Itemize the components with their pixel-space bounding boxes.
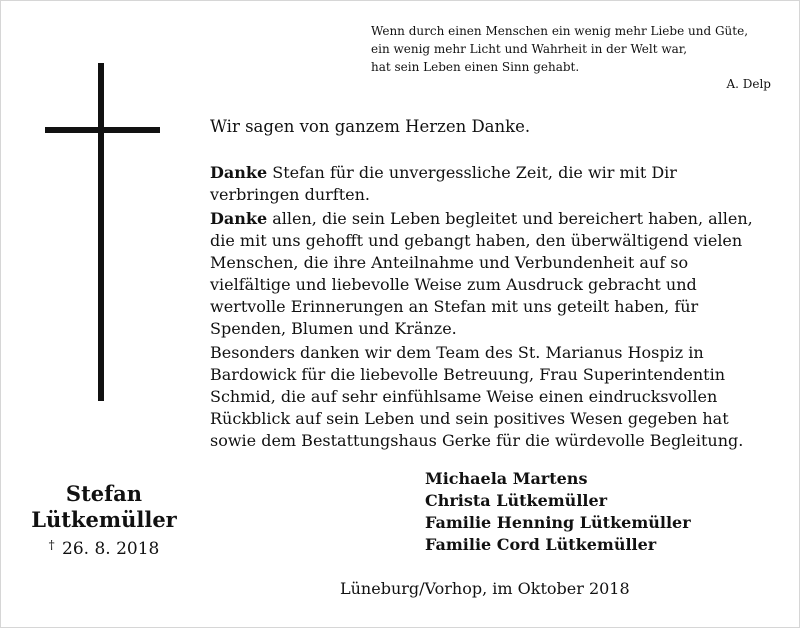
text-line: Bardowick für die liebevolle Betreuung, Frau Superintendentin [210, 365, 726, 384]
quote-author: A. Delp [726, 77, 771, 91]
thanks-paragraph [210, 208, 770, 340]
death-date-value: 26. 8. 2018 [62, 539, 160, 559]
text-line: wertvolle Erinnerungen an Stefan mit uns geteilt haben, für [210, 297, 699, 316]
thanks-paragraph [210, 342, 770, 452]
signatory-name: Christa Lütkemüller [425, 491, 608, 510]
thanks-paragraph [210, 162, 770, 206]
text-line [210, 162, 770, 184]
deceased-block [0, 481, 208, 561]
signatory-name: Familie Henning Lütkemüller [425, 513, 691, 532]
text-line: Spenden, Blumen und Kränze. [210, 319, 457, 338]
text-line-rest: Stefan für die unvergessliche Zeit, die wir mit Dir [267, 163, 677, 182]
cross-icon-beam [45, 127, 160, 133]
paragraph-lead: Danke [210, 209, 268, 228]
text-line: sowie dem Bestattungshaus Gerke für die würdevolle Begleitung. [210, 431, 744, 450]
text-line: Rückblick auf sein Leben und sein positives Wesen gegeben hat [210, 409, 729, 428]
text-line-rest: allen, die sein Leben begleitet und bereichert haben, allen, [267, 209, 753, 228]
cross-icon [98, 63, 104, 401]
text-line: verbringen durften. [210, 185, 370, 204]
text-line: Schmid, die auf sehr einfühlsame Weise einen eindrucksvollen [210, 387, 718, 406]
epigraph-quote [371, 22, 781, 76]
signatory-name: Michaela Martens [425, 469, 588, 488]
thanks-heading: Wir sagen von ganzem Herzen Danke. [210, 117, 531, 136]
quote-line: ein wenig mehr Licht und Wahrheit in der Welt war, [371, 42, 688, 56]
deceased-last-name: Lütkemüller [31, 507, 177, 532]
dagger-icon: † [48, 538, 55, 552]
text-line: die mit uns gehofft und gebangt haben, den überwältigend vielen [210, 231, 743, 250]
text-line: Besonders danken wir dem Team des St. Marianus Hospiz in [210, 343, 704, 362]
quote-line: Wenn durch einen Menschen ein wenig mehr Liebe und Güte, [371, 24, 749, 38]
deceased-first-name: Stefan [65, 481, 143, 506]
death-date [0, 533, 208, 561]
paragraph-lead: Danke [210, 163, 268, 182]
quote-line: hat sein Leben einen Sinn gehabt. [371, 60, 580, 74]
signatories [425, 468, 691, 556]
signatory-name: Familie Cord Lütkemüller [425, 535, 657, 554]
text-line: vielfältige und liebevolle Weise zum Ausdruck gebracht und [210, 275, 697, 294]
place-date: Lüneburg/Vorhop, im Oktober 2018 [340, 579, 630, 598]
text-line [210, 208, 770, 230]
text-line: Menschen, die ihre Anteilnahme und Verbundenheit auf so [210, 253, 689, 272]
thanks-body [210, 162, 770, 454]
